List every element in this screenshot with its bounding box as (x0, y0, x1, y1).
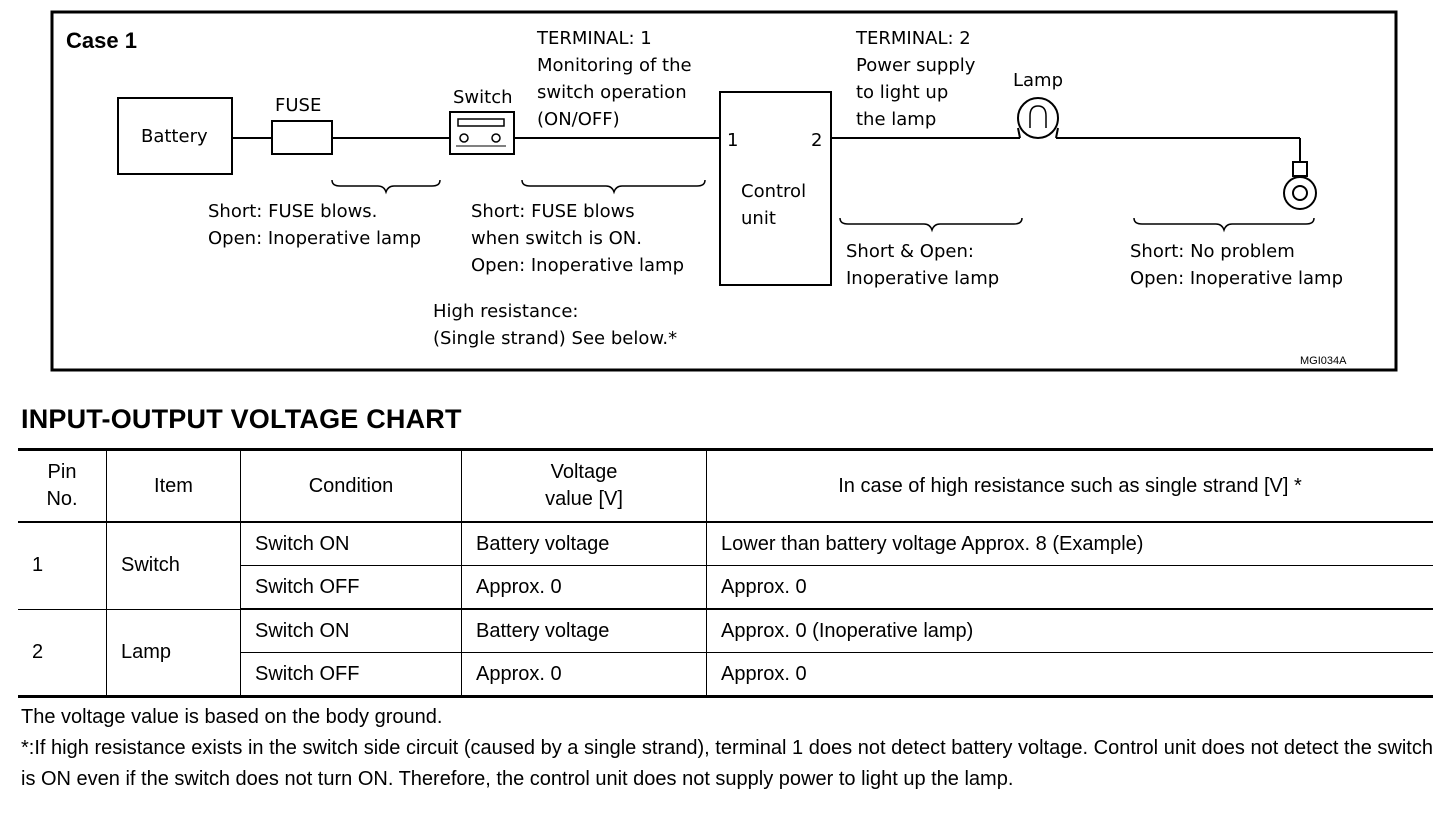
control-unit-label-1: Control (741, 181, 807, 202)
header-voltage: Voltage value [V] (462, 450, 707, 523)
condition-cell: Switch ON (241, 522, 462, 566)
header-pin: Pin No. (18, 450, 107, 523)
terminal1-text-1: TERMINAL: 1 (537, 28, 652, 49)
high-res-cell: Lower than battery voltage Approx. 8 (Example) (707, 522, 1434, 566)
item-cell: Lamp (107, 609, 241, 697)
battery-label: Battery (141, 126, 208, 147)
voltage-cell: Battery voltage (462, 522, 707, 566)
table-row (18, 609, 1433, 653)
high-res-cell: Approx. 0 (707, 653, 1434, 697)
terminal2-text-3: to light up (856, 82, 949, 103)
switch-note-1: Short: FUSE blows (471, 201, 635, 222)
figure-code: MGI034A (1300, 355, 1347, 367)
lamp-wire-note-2: Inoperative lamp (846, 268, 1000, 289)
condition-cell: Switch ON (241, 609, 462, 653)
terminal1-text-3: switch operation (537, 82, 687, 103)
fuse-note-2: Open: Inoperative lamp (208, 228, 422, 249)
pin2-label: 2 (811, 130, 823, 151)
table-header-row (18, 450, 1433, 523)
pin1-label: 1 (727, 130, 739, 151)
item-cell: Switch (107, 522, 241, 609)
fuse-label: FUSE (275, 95, 322, 116)
high-resistance-2: (Single strand) See below.* (433, 328, 678, 349)
high-res-cell: Approx. 0 (707, 566, 1434, 610)
diagram-frame (52, 12, 1396, 370)
switch-wire-brace (522, 180, 705, 192)
header-high-resistance: In case of high resistance such as single strand [V] * (707, 450, 1434, 523)
terminal1-text-4: (ON/OFF) (537, 109, 620, 130)
switch-note-2: when switch is ON. (471, 228, 642, 249)
pin-cell: 2 (18, 609, 107, 697)
voltage-chart-table (18, 448, 1433, 698)
switch-note-3: Open: Inoperative lamp (471, 255, 685, 276)
ground-wire-brace (1134, 218, 1314, 230)
lamp-label: Lamp (1013, 70, 1064, 91)
high-resistance-1: High resistance: (433, 301, 579, 322)
pin-cell: 1 (18, 522, 107, 609)
voltage-cell: Battery voltage (462, 609, 707, 653)
lamp-wire-note-1: Short & Open: (846, 241, 974, 262)
chart-title: INPUT-OUTPUT VOLTAGE CHART (21, 404, 462, 434)
lamp-symbol (1018, 98, 1058, 138)
lamp-wire-brace (840, 218, 1022, 230)
switch-label: Switch (453, 87, 513, 108)
switch-symbol (450, 112, 514, 154)
high-res-cell: Approx. 0 (Inoperative lamp) (707, 609, 1434, 653)
terminal2-text-2: Power supply (856, 55, 976, 76)
high-resistance-note: *:If high resistance exists in the switch side circuit (caused by a single strand), terminal 1 does not detect battery voltage. Control unit does not detect the switch is ON even if the switch does not turn ON. Therefore, the control unit does not supply power to light up the lamp. (21, 737, 1433, 790)
condition-cell: Switch OFF (241, 653, 462, 697)
case-label: Case 1 (66, 28, 137, 53)
condition-cell: Switch OFF (241, 566, 462, 610)
fuse-wire-brace (332, 180, 440, 192)
ground-note-1: Short: No problem (1130, 241, 1295, 262)
ground-symbol (1284, 162, 1316, 209)
notes (21, 702, 1433, 795)
voltage-cell: Approx. 0 (462, 566, 707, 610)
terminal2-text-4: the lamp (856, 109, 937, 130)
ground-note-2: Open: Inoperative lamp (1130, 268, 1344, 289)
header-item: Item (107, 450, 241, 523)
header-condition: Condition (241, 450, 462, 523)
body-ground-note: The voltage value is based on the body ground. (21, 706, 443, 728)
table-row (18, 522, 1433, 566)
fuse-note-1: Short: FUSE blows. (208, 201, 378, 222)
control-unit-label-2: unit (741, 208, 776, 229)
terminal1-text-2: Monitoring of the (537, 55, 692, 76)
circuit-diagram (0, 0, 1456, 400)
terminal2-text-1: TERMINAL: 2 (856, 28, 971, 49)
fuse-box (272, 121, 332, 154)
voltage-cell: Approx. 0 (462, 653, 707, 697)
